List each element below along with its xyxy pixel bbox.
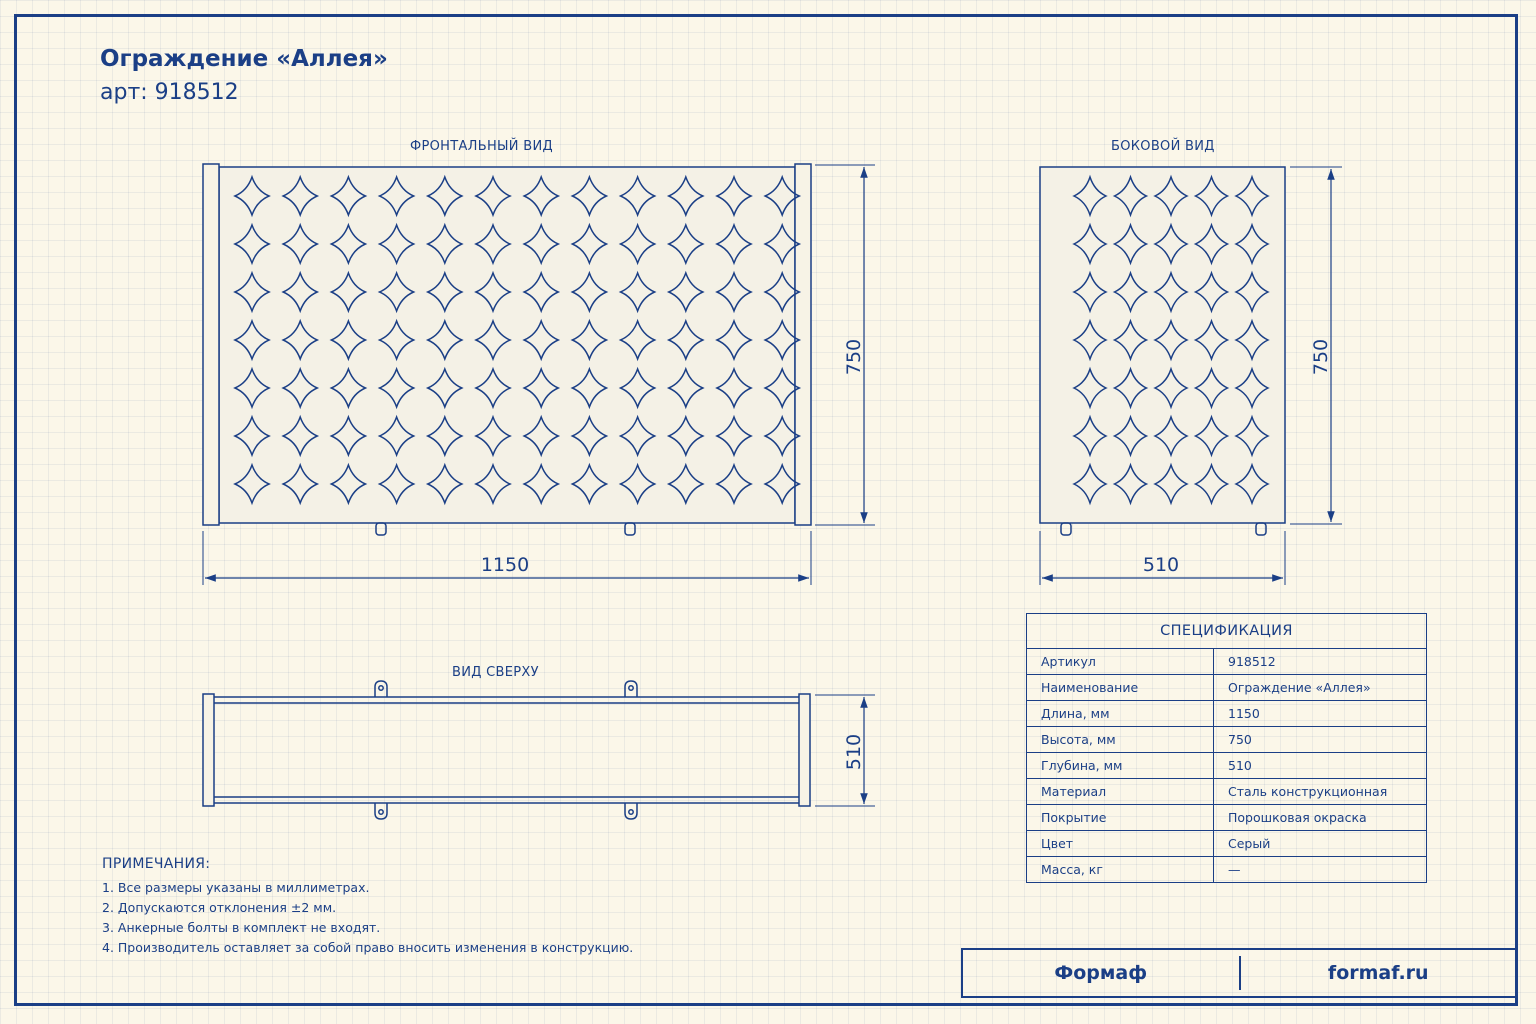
spec-row	[1027, 753, 1427, 779]
spec-row	[1027, 701, 1427, 727]
spec-key: Наименование	[1027, 675, 1214, 701]
specification-table	[1026, 613, 1427, 883]
top-lugs	[375, 681, 637, 819]
spec-value: 1150	[1214, 701, 1427, 727]
spec-row	[1027, 831, 1427, 857]
front-foot-right	[625, 523, 635, 535]
front-post-left	[203, 164, 219, 525]
brand-name: Формаф	[1054, 962, 1148, 984]
spec-value: 510	[1214, 753, 1427, 779]
drawing-title: Ограждение «Аллея»	[100, 46, 388, 72]
front-foot-left	[376, 523, 386, 535]
note-item: 4. Производитель оставляет за собой право вносить изменения в конструкцию.	[102, 940, 634, 955]
spec-value: 918512	[1214, 649, 1427, 675]
title-block	[961, 948, 1518, 998]
front-view-label: ФРОНТАЛЬНЫЙ ВИД	[410, 139, 553, 154]
side-foot-left	[1061, 523, 1071, 535]
spec-value: —	[1214, 857, 1427, 883]
spec-key: Масса, кг	[1027, 857, 1214, 883]
side-view-label: БОКОВОЙ ВИД	[1111, 139, 1215, 154]
spec-row	[1027, 675, 1427, 701]
side-view	[1040, 167, 1342, 585]
front-width-dim: 1150	[480, 554, 530, 576]
spec-key: Высота, мм	[1027, 727, 1214, 753]
top-post-left	[203, 694, 214, 806]
front-view	[203, 164, 875, 585]
front-panel	[219, 167, 795, 523]
top-depth-dim: 510	[843, 733, 865, 771]
notes-title: ПРИМЕЧАНИЯ:	[102, 856, 211, 872]
spec-key: Материал	[1027, 779, 1214, 805]
spec-title: СПЕЦИФИКАЦИЯ	[1027, 614, 1427, 649]
spec-key: Глубина, мм	[1027, 753, 1214, 779]
side-height-dim: 750	[1310, 338, 1332, 376]
spec-value: Ограждение «Аллея»	[1214, 675, 1427, 701]
note-item: 1. Все размеры указаны в миллиметрах.	[102, 880, 370, 895]
side-foot-right	[1256, 523, 1266, 535]
front-height-dim: 750	[843, 338, 865, 376]
spec-key: Цвет	[1027, 831, 1214, 857]
spec-value: Серый	[1214, 831, 1427, 857]
side-width-dim: 510	[1142, 554, 1180, 576]
spec-value: Сталь конструкционная	[1214, 779, 1427, 805]
top-post-right	[799, 694, 810, 806]
spec-row	[1027, 649, 1427, 675]
note-item: 3. Анкерные болты в комплект не входят.	[102, 920, 381, 935]
top-view	[203, 681, 875, 819]
spec-key: Покрытие	[1027, 805, 1214, 831]
note-item: 2. Допускаются отклонения ±2 мм.	[102, 900, 337, 915]
spec-row	[1027, 779, 1427, 805]
article-number: арт: 918512	[100, 80, 239, 105]
spec-value: Порошковая окраска	[1214, 805, 1427, 831]
spec-row	[1027, 805, 1427, 831]
website: formaf.ru	[1327, 962, 1429, 984]
spec-row	[1027, 857, 1427, 883]
spec-key: Длина, мм	[1027, 701, 1214, 727]
top-view-label: ВИД СВЕРХУ	[452, 665, 539, 680]
front-post-right	[795, 164, 811, 525]
spec-value: 750	[1214, 727, 1427, 753]
spec-row	[1027, 727, 1427, 753]
spec-key: Артикул	[1027, 649, 1214, 675]
notes	[102, 856, 633, 958]
